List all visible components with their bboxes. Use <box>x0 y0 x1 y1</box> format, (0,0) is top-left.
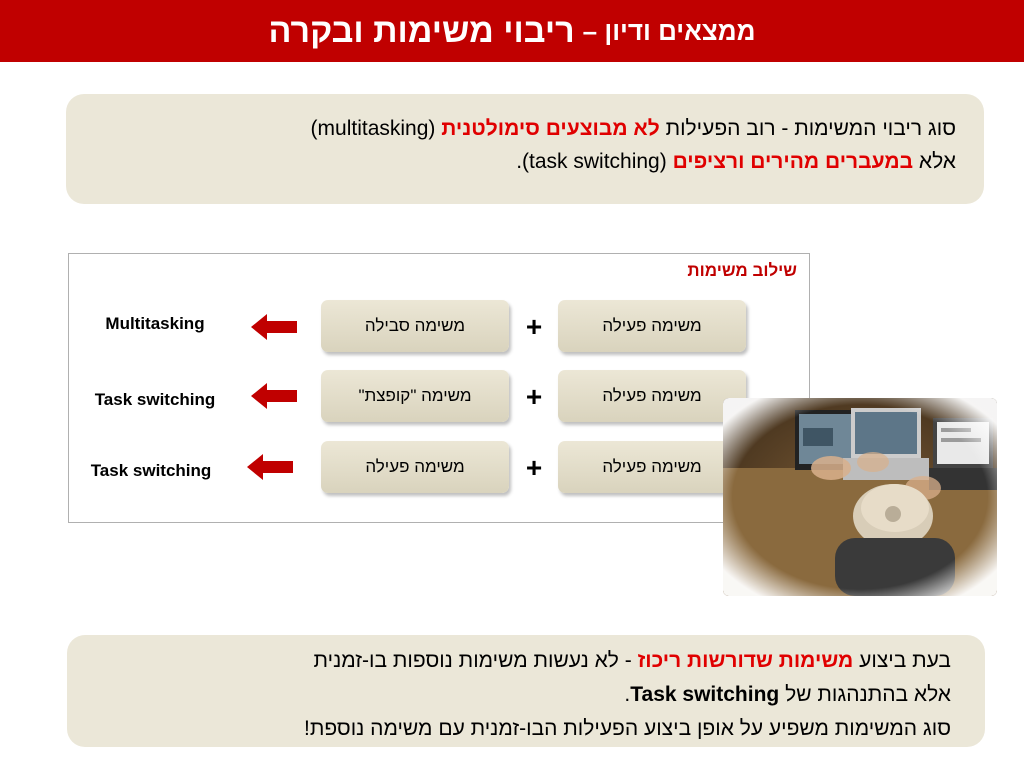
summary-line-2 <box>86 145 956 178</box>
summary-box-bottom <box>67 635 985 747</box>
left-arrow-icon <box>251 383 299 409</box>
conclusion-line-3: סוג המשימות משפיע על אופן ביצוע הפעילות הבו-זמנית עם משימה נוספת! <box>303 717 951 740</box>
text-segment: . <box>624 683 631 706</box>
summary-box-top <box>66 94 984 204</box>
highlight-text: במעברים מהירים ורציפים <box>672 150 914 173</box>
diagram-title: שילוב משימות <box>687 261 797 280</box>
text-segment: סוג ריבוי המשימות - רוב הפעילות <box>659 117 956 140</box>
photo-illustration <box>723 398 997 596</box>
text-segment: אלא <box>913 150 956 173</box>
active-task-box: משימה פעילה <box>558 300 746 352</box>
passive-task-box: משימה סבילה <box>321 300 509 352</box>
result-label: Task switching <box>90 461 212 480</box>
left-arrow-icon <box>247 454 295 480</box>
conclusion-line-2 <box>87 678 951 712</box>
text-segment: בעת ביצוע <box>853 649 951 672</box>
plus-icon: + <box>525 452 543 483</box>
conclusion-line-1 <box>87 644 951 678</box>
text-segment: אלא בהתנהגות של <box>779 683 951 706</box>
bold-term: Task switching <box>630 683 780 706</box>
active-task-box: משימה פעילה <box>558 441 746 493</box>
multitasking-photo <box>723 398 997 596</box>
header-title: ריבוי משימות ובקרה <box>268 11 575 50</box>
plus-icon: + <box>525 381 543 412</box>
result-label: Task switching <box>94 390 216 409</box>
text-segment: (task switching). <box>516 150 673 173</box>
text-segment: (multitasking) <box>310 117 442 140</box>
task-combination-diagram <box>68 253 810 523</box>
highlight-text: משימות שדורשות ריכוז <box>637 649 854 672</box>
active-task-box: משימה פעילה <box>558 370 746 422</box>
text-segment: - לא נעשות משימות נוספות בו-זמנית <box>313 649 638 672</box>
highlight-text: לא מבוצעים סימולטנית <box>441 117 660 140</box>
jumping-task-box: משימה "קופצת" <box>321 370 509 422</box>
plus-icon: + <box>525 311 543 342</box>
left-arrow-icon <box>251 314 299 340</box>
active-task-box-second: משימה פעילה <box>321 441 509 493</box>
header-subtitle: ממצאים ודיון – <box>582 15 756 46</box>
summary-line-1 <box>86 112 956 145</box>
result-label: Multitasking <box>105 314 205 333</box>
slide-header <box>0 0 1024 62</box>
